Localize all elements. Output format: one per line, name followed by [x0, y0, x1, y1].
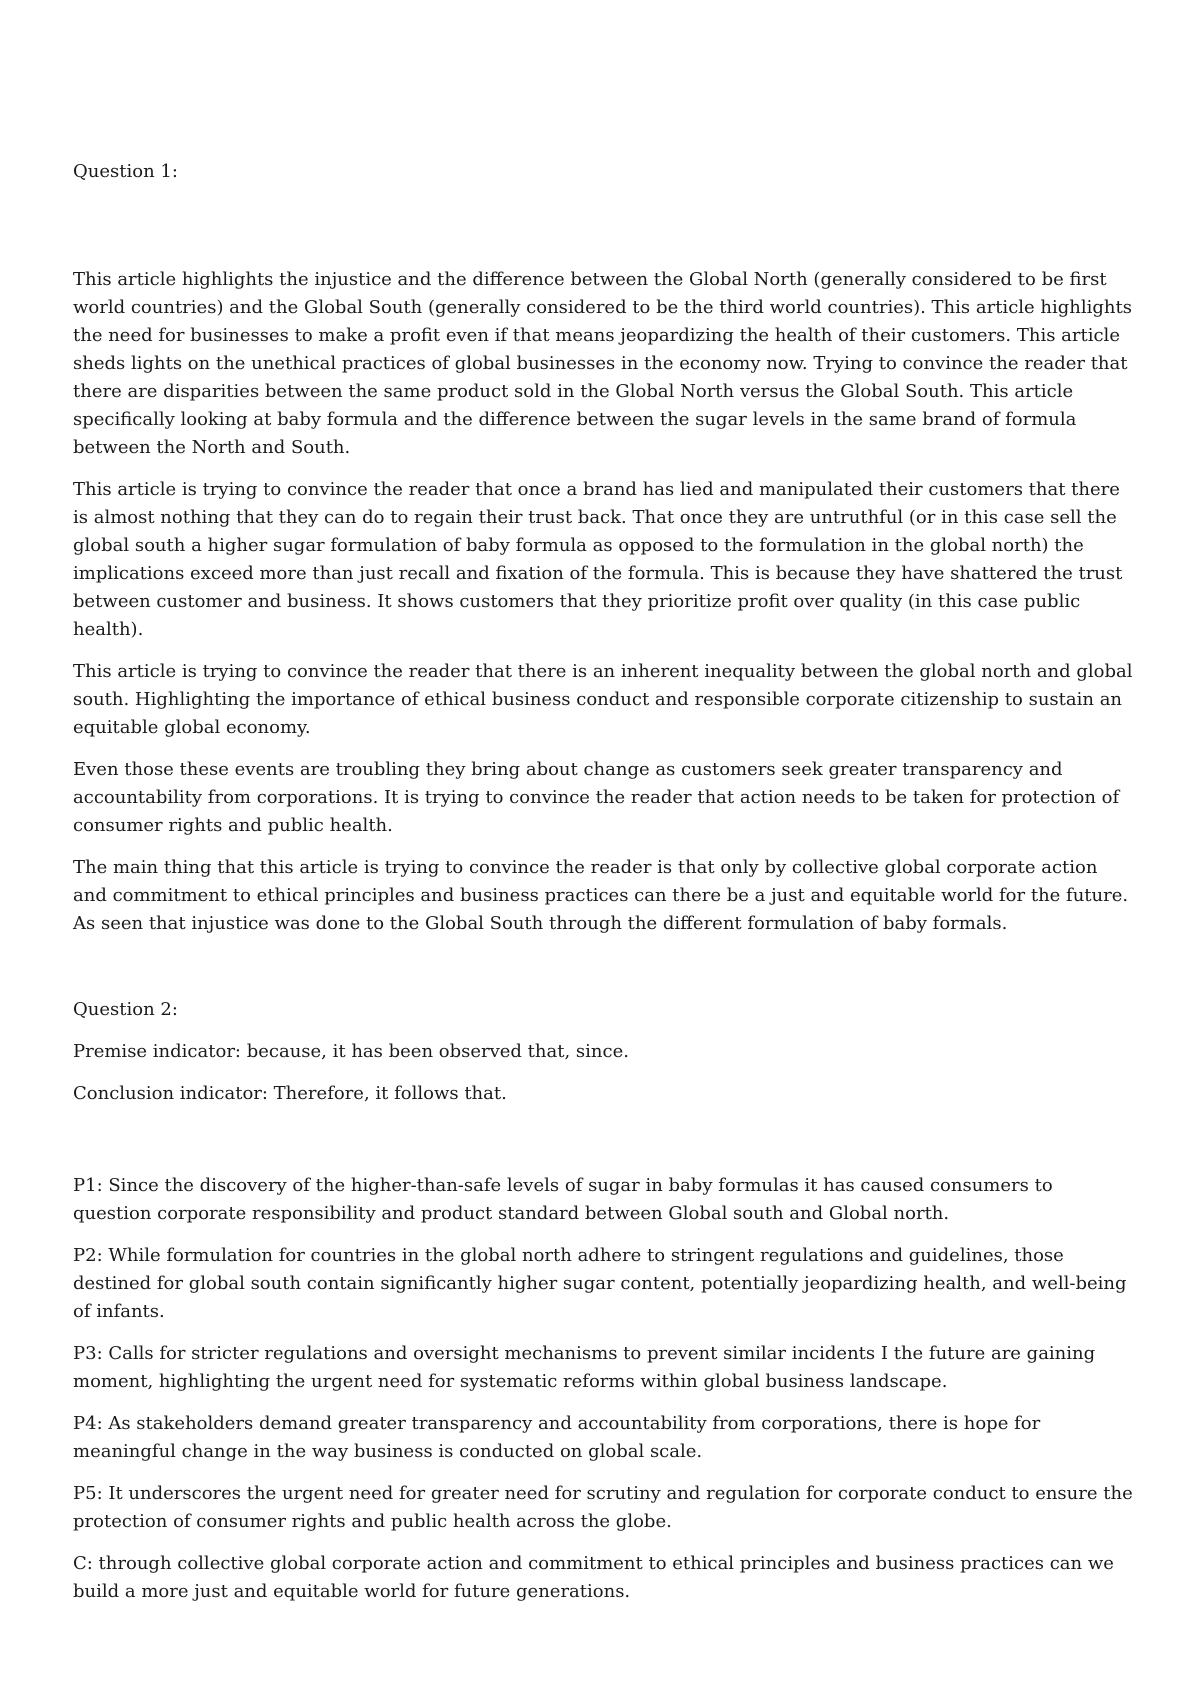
premise-3: P3: Calls for stricter regulations and oversight mechanisms to prevent similar incidents I the future are gaining moment, highlighting the urgent need for systematic reforms within global business landscape.: [73, 1343, 1096, 1392]
premise-indicator: Premise indicator: because, it has been observed that, since.: [73, 1041, 629, 1062]
document-body: [73, 158, 1135, 1620]
q1-paragraph-2: This article is trying to convince the reader that once a brand has lied and manipulated their customers that there is almost nothing that they can do to regain their trust back. That once they are untruthful (or in this case sell the global south a higher sugar formulation of baby formula as opposed to the formulation in the global north) the implications exceed more than just recall and fixation of the formula. This is because they have shattered the trust between customer and business. It shows customers that they prioritize profit over quality (in this case public health).: [73, 479, 1123, 640]
spacer: [73, 952, 1135, 996]
q1-paragraph-4: Even those these events are troubling they bring about change as customers seek greater transparency and accountability from corporations. It is trying to convince the reader that action needs to be taken for protection of consumer rights and public health.: [73, 759, 1120, 836]
q1-paragraph-3: This article is trying to convince the reader that there is an inherent inequality between the global north and global south. Highlighting the importance of ethical business conduct and responsible corporate citizenship to sustain an equitable global economy.: [73, 661, 1133, 738]
question-2-heading: Question 2:: [73, 999, 178, 1020]
conclusion: C: through collective global corporate action and commitment to ethical principles and business practices can we build a more just and equitable world for future generations.: [73, 1553, 1114, 1602]
q1-paragraph-5: The main thing that this article is trying to convince the reader is that only by collective global corporate action and commitment to ethical principles and business practices can there be a just and equitable world for the future. As seen that injustice was done to the Global South through the different formulation of baby formals.: [73, 857, 1129, 934]
premise-2: P2: While formulation for countries in the global north adhere to stringent regulations and guidelines, those destined for global south contain significantly higher sugar content, potentially jeopardizing health, and well-being of infants.: [73, 1245, 1127, 1322]
premise-1: P1: Since the discovery of the higher-than-safe levels of sugar in baby formulas it has caused consumers to question corporate responsibility and product standard between Global south and Global north.: [73, 1175, 1053, 1224]
spacer: [73, 200, 1135, 266]
premise-5: P5: It underscores the urgent need for greater need for scrutiny and regulation for corporate conduct to ensure the protection of consumer rights and public health across the globe.: [73, 1483, 1133, 1532]
q1-paragraph-1: This article highlights the injustice and the difference between the Global North (generally considered to be first world countries) and the Global South (generally considered to be the third world countries). This article highlights the need for businesses to make a profit even if that means jeopardizing the health of their customers. This article sheds lights on the unethical practices of global businesses in the economy now. Trying to convince the reader that there are disparities between the same product sold in the Global North versus the Global South. This article specifically looking at baby formula and the difference between the sugar levels in the same brand of formula between the North and South.: [73, 269, 1132, 458]
premise-4: P4: As stakeholders demand greater transparency and accountability from corporations, there is hope for meaningful change in the way business is conducted on global scale.: [73, 1413, 1041, 1462]
question-1-heading: Question 1:: [73, 161, 178, 182]
spacer: [73, 1122, 1135, 1172]
conclusion-indicator: Conclusion indicator: Therefore, it follows that.: [73, 1083, 507, 1104]
